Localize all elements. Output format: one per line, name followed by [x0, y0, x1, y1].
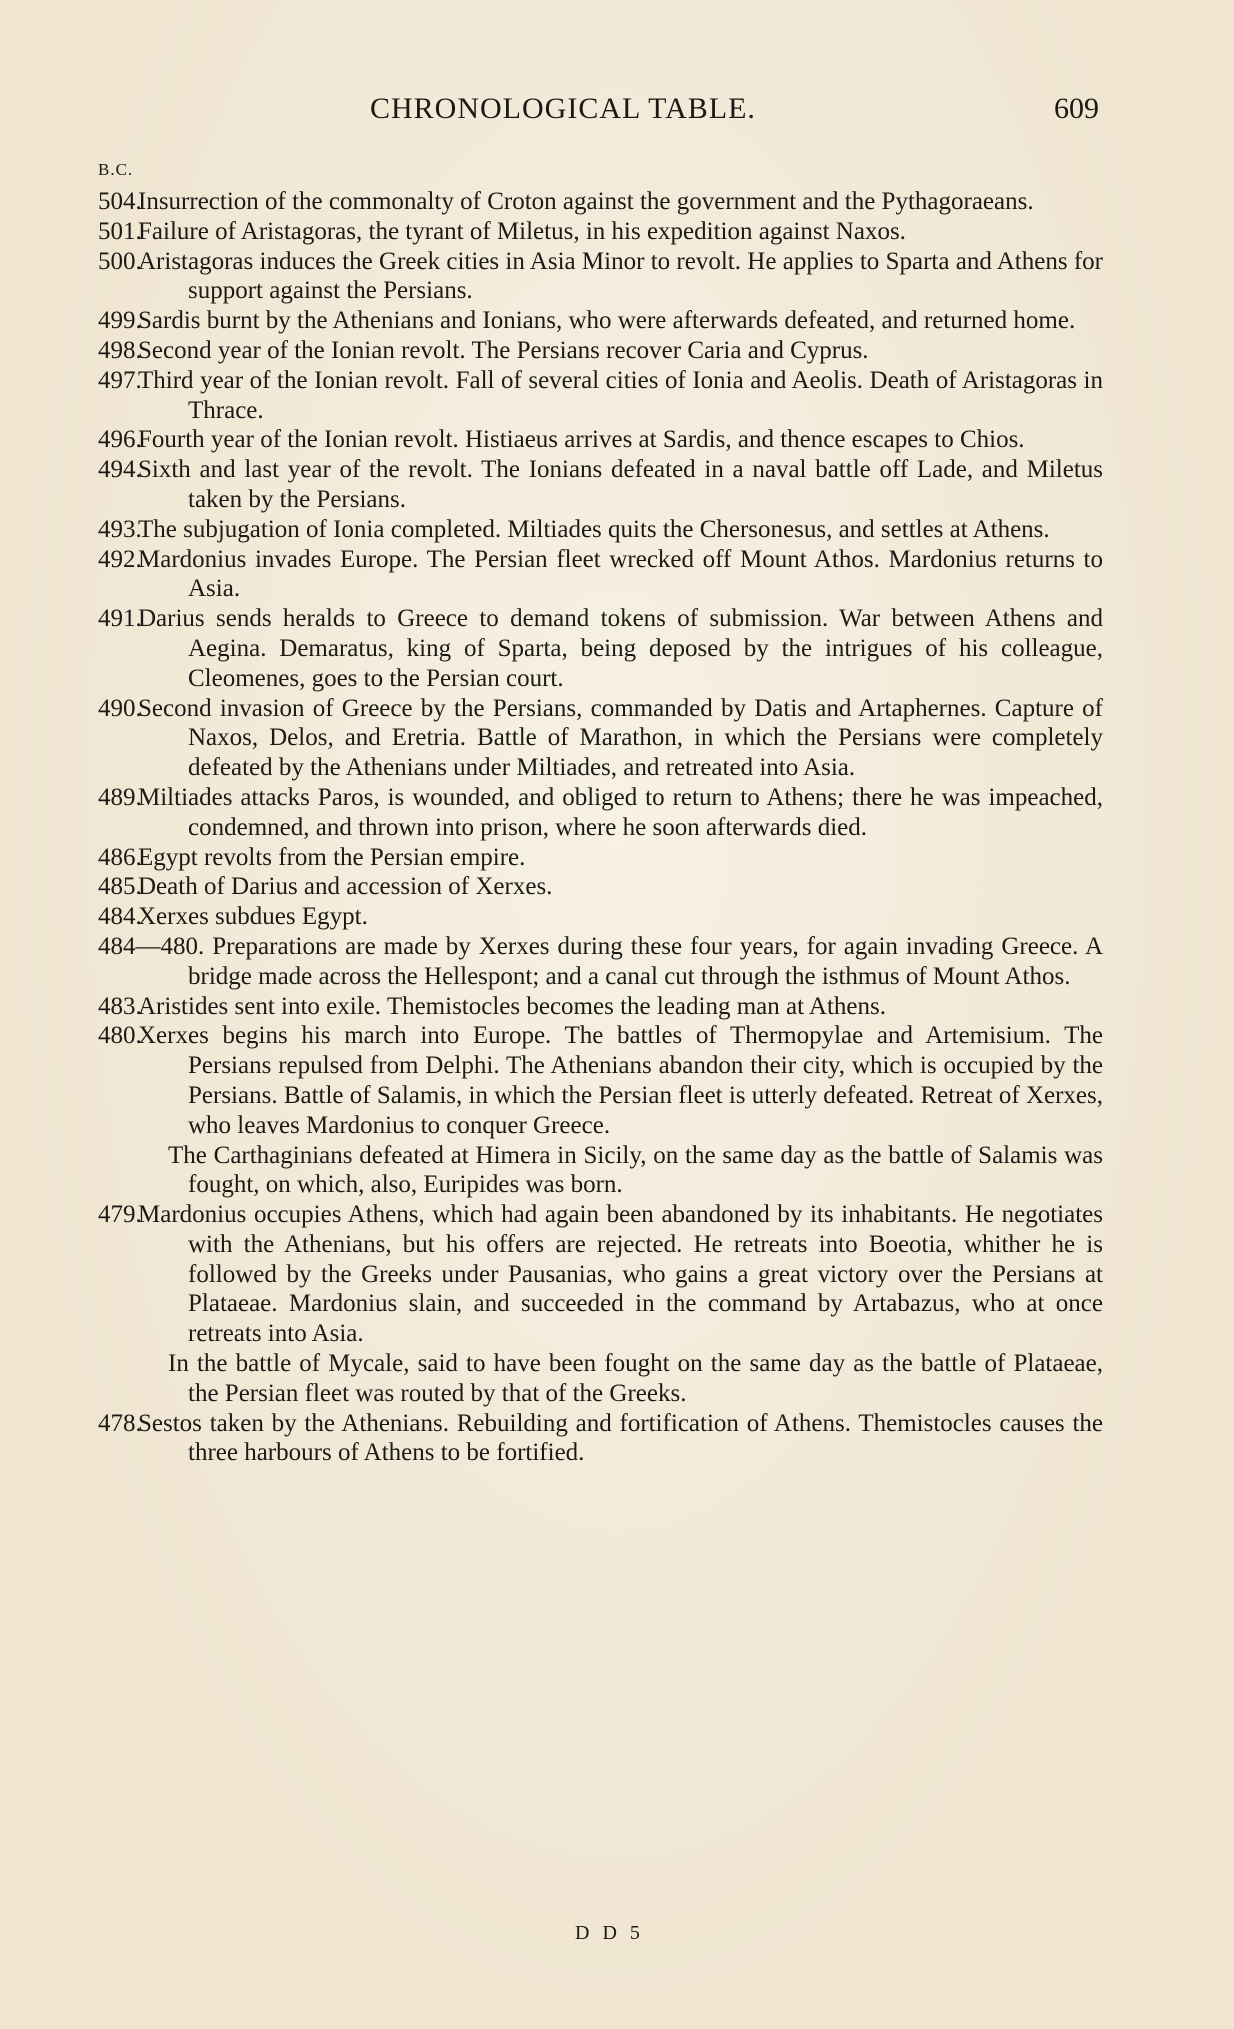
entry-text: Second invasion of Greece by the Persians, commanded by Datis and Artaphernes. Capture of Naxos, Delos, and Eretria. Battle of Marathon, in which the Persians were completely defeated by the Athenians under Miltiades, and retreated into Asia.: [138, 694, 1103, 782]
chronology-entry: [98, 604, 1103, 693]
era-label: B.C.: [98, 160, 134, 179]
entry-text: Miltiades attacks Paros, is wounded, and obliged to return to Athens; there he was impeached, condemned, and thrown into prison, where he soon afterwards died.: [138, 783, 1103, 841]
chronology-entry: [98, 425, 1103, 455]
entry-text: Third year of the Ionian revolt. Fall of several cities of Ionia and Aeolis. Death of Aristagoras in Thrace.: [138, 366, 1103, 424]
running-head-title: CHRONOLOGICAL TABLE.: [370, 92, 756, 125]
entry-text: Failure of Aristagoras, the tyrant of Miletus, in his expedition against Naxos.: [138, 217, 906, 245]
entry-year: 486.: [98, 843, 142, 871]
entry-year: 499.: [98, 307, 142, 335]
chronology-entry: [98, 694, 1103, 783]
entry-text: Xerxes begins his march into Europe. The battles of Thermopylae and Artemisium. The Persians repulsed from Delphi. The Athenians abandon their city, which is occupied by the Persians. Battle of Salamis, in which the Persian fleet is utterly defeated. Retreat of Xerxes, who leaves Mardonius to conquer Greece.: [138, 1022, 1104, 1139]
chronology-entries: [98, 187, 1103, 1468]
page-number: 609: [1054, 92, 1099, 125]
entry-year: 479.: [98, 1201, 142, 1229]
chronology-entry: [98, 187, 1103, 217]
entry-text: Sardis burnt by the Athenians and Ionians, who were afterwards defeated, and returned home.: [138, 307, 1076, 335]
entry-year: 504.: [98, 188, 142, 215]
entry-year: 494.: [98, 456, 142, 484]
entry-text: Second year of the Ionian revolt. The Persians recover Caria and Cyprus.: [138, 336, 869, 364]
chronology-entry: [98, 902, 1103, 932]
entry-text: In the battle of Mycale, said to have been fought on the same day as the battle of Plataeae, the Persian fleet was routed by that of the Greeks.: [168, 1350, 1103, 1407]
entry-year: 483.: [98, 992, 142, 1020]
chronology-entry: [98, 366, 1103, 426]
entry-year: 484.: [98, 903, 142, 931]
entry-text: Mardonius occupies Athens, which had again been abandoned by its inhabitants. He negotiates with the Athenians, but his offers are rejected. He retreats into Boeotia, whither he is followed by the Greeks under Pausanias, who gains a great victory over the Persians at Plataeae. Mardonius slain, and succeeded in the command by Artabazus, who at once retreats into Asia.: [138, 1201, 1103, 1348]
entry-text: Death of Darius and accession of Xerxes.: [138, 873, 553, 901]
chronology-sub-entry: [98, 1349, 1103, 1409]
chronology-entry: [98, 515, 1103, 545]
entry-text: Insurrection of the commonalty of Croton against the government and the Pythagoraeans.: [138, 188, 1034, 215]
chronology-sub-entry: [98, 1141, 1103, 1201]
entry-year: 497.: [98, 366, 142, 394]
entry-year: 493.: [98, 515, 142, 543]
chronology-entry: [98, 247, 1103, 307]
chronology-entry: [98, 872, 1103, 902]
entry-text: Fourth year of the Ionian revolt. Histiaeus arrives at Sardis, and thence escapes to Chios.: [138, 426, 1025, 454]
printer-signature-mark: D D 5: [575, 1922, 644, 1944]
chronology-entry: [98, 932, 1103, 992]
entry-year: 485.: [98, 873, 142, 901]
entry-text: Sixth and last year of the revolt. The Ionians defeated in a naval battle off Lade, and Miletus taken by the Persians.: [138, 456, 1103, 513]
chronology-entry: [98, 1021, 1103, 1140]
chronology-entry: [98, 843, 1103, 873]
entry-text: Sestos taken by the Athenians. Rebuilding and fortification of Athens. Themistocles causes the three harbours of Athens to be fortified.: [138, 1409, 1103, 1467]
entry-year: 501.: [98, 217, 142, 245]
entry-text: Xerxes subdues Egypt.: [138, 903, 368, 931]
entry-year: 498.: [98, 336, 142, 364]
entry-text: Darius sends heralds to Greece to demand tokens of submission. War between Athens and Aegina. Demaratus, king of Sparta, being deposed by the intrigues of his colleague, Cleomenes, goes to the Persian court.: [138, 605, 1103, 692]
entry-year: 480.: [98, 1022, 142, 1050]
entry-text: Aristides sent into exile. Themistocles becomes the leading man at Athens.: [138, 992, 886, 1020]
entry-year: 500.: [98, 247, 142, 275]
chronology-entry: [98, 1409, 1103, 1469]
chronology-entry: [98, 1200, 1103, 1349]
entry-year: 491.: [98, 605, 142, 633]
chronology-entry: [98, 306, 1103, 336]
entry-text: Preparations are made by Xerxes during these four years, for again invading Greece. A bridge made across the Hellespont; and a canal cut through the isthmus of Mount Athos.: [188, 932, 1104, 990]
entry-year: 489.: [98, 783, 142, 811]
entry-year: 484—480.: [98, 932, 205, 960]
entry-year: 492.: [98, 545, 142, 573]
chronology-entry: [98, 336, 1103, 366]
entry-text: Egypt revolts from the Persian empire.: [138, 843, 526, 871]
entry-text: Aristagoras induces the Greek cities in Asia Minor to revolt. He applies to Sparta and Athens for support against the Persians.: [138, 247, 1103, 305]
entry-text: The subjugation of Ionia completed. Miltiades quits the Chersonesus, and settles at Athens.: [138, 515, 1050, 543]
chronology-entry: [98, 455, 1103, 515]
chronology-entry: [98, 545, 1103, 605]
entry-text: Mardonius invades Europe. The Persian fleet wrecked off Mount Athos. Mardonius returns to Asia.: [138, 545, 1103, 603]
chronology-entry: [98, 992, 1103, 1022]
chronology-entry: [98, 217, 1103, 247]
entry-year: 496.: [98, 426, 142, 454]
chronology-entry: [98, 783, 1103, 843]
entry-year: 490.: [98, 694, 142, 722]
entry-year: 478.: [98, 1409, 142, 1437]
entry-text: The Carthaginians defeated at Himera in Sicily, on the same day as the battle of Salamis was fought, on which, also, Euripides was born.: [168, 1141, 1103, 1199]
